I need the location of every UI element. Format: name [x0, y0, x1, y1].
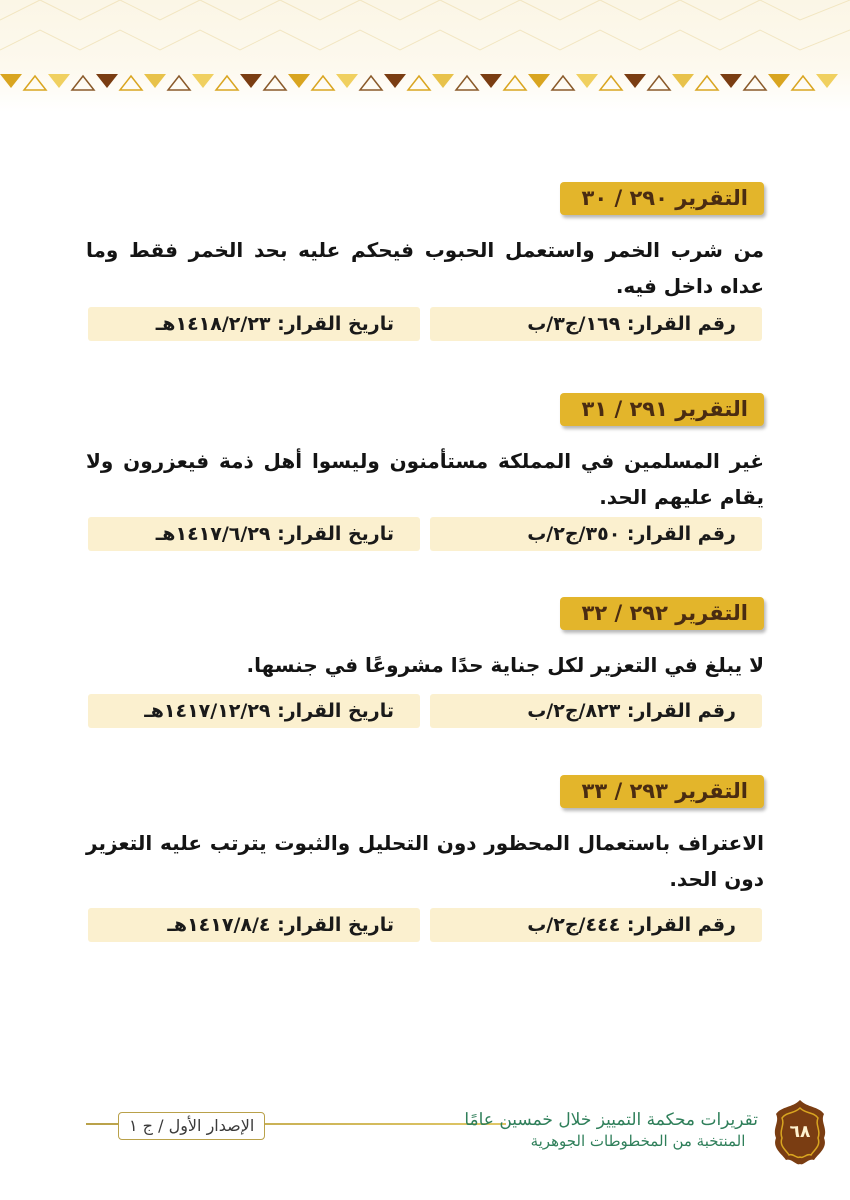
report-title: التقرير ٢٩٢ / ٣٢ — [560, 597, 764, 630]
report-text: من شرب الخمر واستعمل الحبوب فيحكم عليه بحد الخمر فقط وما عداه داخل فيه. — [86, 238, 764, 298]
report-title: التقرير ٢٩٠ / ٣٠ — [560, 182, 764, 215]
report-text: لا يبلغ في التعزير لكل جناية حدًا مشروعًا في جنسها. — [246, 653, 764, 677]
decision-number: رقم القرار: ٨٢٣/ج٢/ب — [430, 694, 762, 728]
decision-number: رقم القرار: ٣٥٠/ج٢/ب — [430, 517, 762, 551]
logo-line-2: المنتخبة من المخطوطات الجوهرية — [530, 1132, 746, 1150]
book-title-logo — [464, 1110, 758, 1150]
triangle-pattern-decoration — [0, 0, 850, 112]
report-text: الاعتراف باستعمال المحظور دون التحليل والثبوت يترتب عليه التعزير دون الحد. — [86, 831, 764, 891]
logo-line-1: تقريرات محكمة التمييز خلال خمسين عامًا — [464, 1110, 758, 1130]
page-number-badge — [772, 1098, 828, 1166]
decision-date: تاريخ القرار: ١٤١٨/٢/٢٣هـ — [88, 307, 420, 341]
header-ornament — [0, 0, 850, 112]
report-text: غير المسلمين في المملكة مستأمنون وليسوا أهل ذمة فيعزرون ولا يقام عليهم الحد. — [86, 449, 764, 509]
report-title: التقرير ٢٩٣ / ٣٣ — [560, 775, 764, 808]
decision-date: تاريخ القرار: ١٤١٧/٨/٤هـ — [88, 908, 420, 942]
decision-date: تاريخ القرار: ١٤١٧/١٢/٢٩هـ — [88, 694, 420, 728]
page-number: ٦٨ — [789, 1122, 811, 1142]
footer-volume-label: الإصدار الأول / ج ١ — [118, 1112, 265, 1140]
decision-date: تاريخ القرار: ١٤١٧/٦/٢٩هـ — [88, 517, 420, 551]
decision-number: رقم القرار: ١٦٩/ج٣/ب — [430, 307, 762, 341]
report-title: التقرير ٢٩١ / ٣١ — [560, 393, 764, 426]
decision-number: رقم القرار: ٤٤٤/ج٢/ب — [430, 908, 762, 942]
